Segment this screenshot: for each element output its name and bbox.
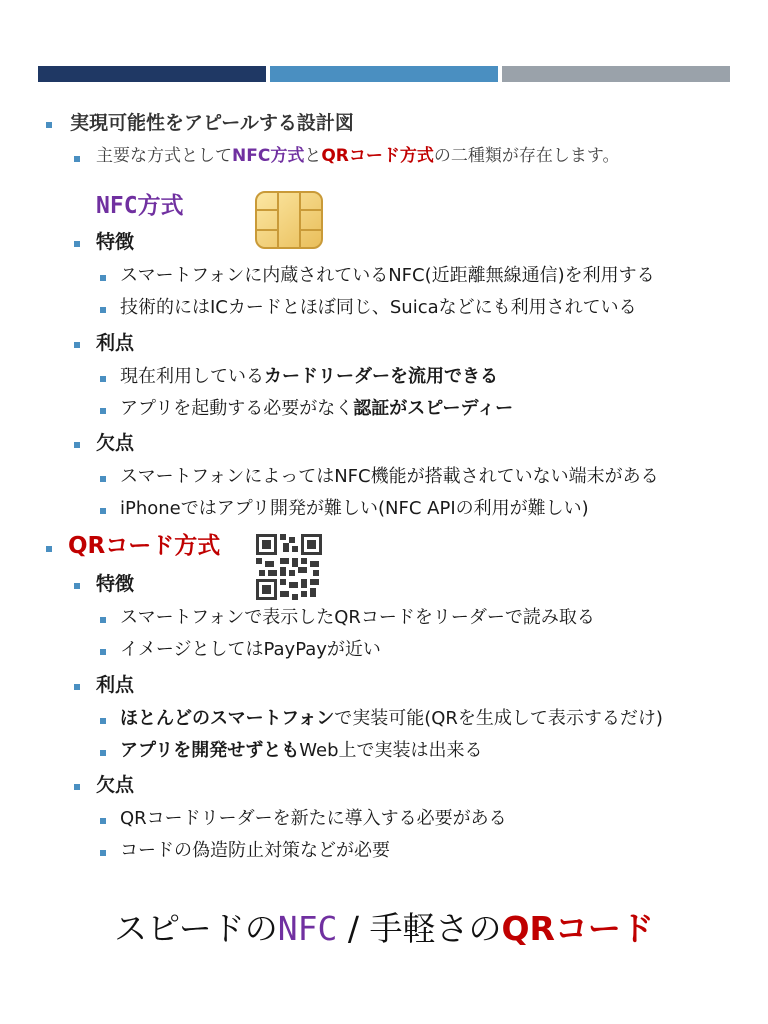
bullet-square [100, 408, 106, 414]
bullet-square [100, 718, 106, 724]
bullet-square [100, 508, 106, 514]
nfc-feature-item: 技術的にはICカードとほぼ同じ、Suicaなどにも利用されている [120, 297, 637, 318]
bullet-square [100, 649, 106, 655]
summary-line: スピードのNFC / 手軽さのQRコード [114, 909, 654, 948]
qr-demerit-item: コードの偽造防止対策などが必要 [120, 840, 390, 861]
nfc-demerits-label: 欠点 [96, 432, 135, 454]
header-bar-blue [270, 66, 498, 82]
bullet-square [100, 750, 106, 756]
bullet-square [74, 241, 80, 247]
qr-feature-item: スマートフォンで表示したQRコードをリーダーで読み取る [120, 607, 595, 628]
bullet-square [74, 342, 80, 348]
bullet-square [46, 546, 52, 552]
bullet-square [100, 275, 106, 281]
qr-feature-item: イメージとしてはPayPayが近い [120, 639, 381, 660]
page-heading: 実現可能性をアピールする設計図 [70, 112, 354, 134]
bullet-square [46, 122, 52, 128]
qr-merits-label: 利点 [96, 674, 135, 696]
qr-code-icon [256, 534, 322, 600]
qr-merit-item: ほとんどのスマートフォンで実装可能(QRを生成して表示するだけ) [120, 708, 663, 729]
bullet-square [100, 376, 106, 382]
nfc-section-title: NFC方式 [96, 193, 184, 219]
nfc-demerit-item: スマートフォンによってはNFC機能が搭載されていない端末がある [120, 466, 659, 487]
bullet-square [100, 850, 106, 856]
nfc-feature-item: スマートフォンに内蔵されているNFC(近距離無線通信)を利用する [120, 265, 655, 286]
ic-chip-icon [254, 190, 324, 250]
bullet-square [100, 818, 106, 824]
bullet-square [74, 442, 80, 448]
nfc-merit-item: アプリを起動する必要がなく認証がスピーディー [120, 398, 514, 419]
qr-section-title: QRコード方式 [68, 533, 221, 559]
header-bar-gray [502, 66, 730, 82]
qr-demerits-label: 欠点 [96, 774, 135, 796]
bullet-square [74, 583, 80, 589]
header-bar-navy [38, 66, 266, 82]
qr-demerit-item: QRコードリーダーを新たに導入する必要がある [120, 808, 507, 829]
nfc-demerit-item: iPhoneではアプリ開発が難しい(NFC APIの利用が難しい) [120, 498, 589, 519]
intro-text: 主要な方式としてNFC方式とQRコード方式の二種類が存在します。 [96, 146, 620, 166]
header-bars [38, 66, 730, 82]
bullet-square [100, 476, 106, 482]
bullet-square [100, 307, 106, 313]
nfc-features-label: 特徴 [96, 231, 135, 253]
nfc-merits-label: 利点 [96, 332, 135, 354]
qr-merit-item: アプリを開発せずともWeb上で実装は出来る [120, 740, 483, 761]
qr-features-label: 特徴 [96, 573, 135, 595]
bullet-square [74, 684, 80, 690]
bullet-square [74, 156, 80, 162]
nfc-merit-item: 現在利用しているカードリーダーを流用できる [120, 366, 498, 387]
bullet-square [74, 784, 80, 790]
bullet-square [100, 617, 106, 623]
